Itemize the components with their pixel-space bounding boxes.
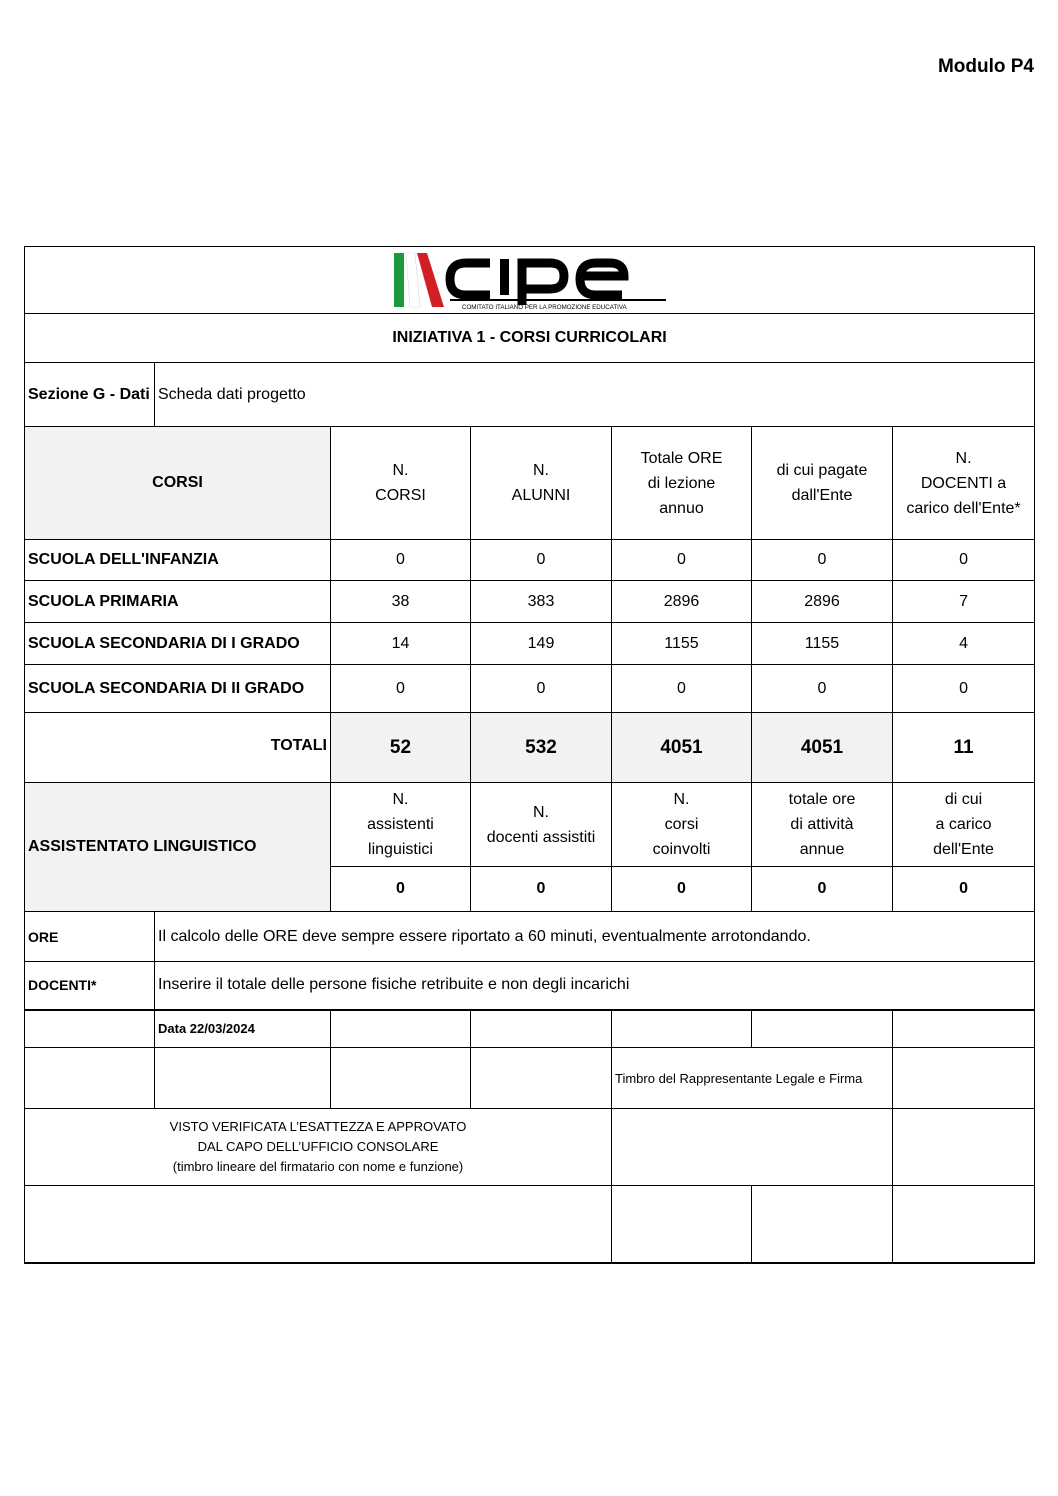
totals-row xyxy=(25,713,1035,783)
footer-blank xyxy=(893,1186,1035,1263)
table-row xyxy=(25,665,1035,713)
visto-line-2: DAL CAPO DELL’UFFICIO CONSOLARE xyxy=(197,1139,439,1154)
total-value: 11 xyxy=(893,713,1035,783)
header-n-corsi: N. CORSI xyxy=(331,427,471,540)
visto-block xyxy=(25,1109,612,1186)
project-data-form xyxy=(24,246,1035,1264)
row-label: SCUOLA SECONDARIA DI I GRADO xyxy=(25,623,331,665)
total-value: 4051 xyxy=(612,713,752,783)
assist-header: N. corsi coinvolti xyxy=(612,783,752,867)
cell-value: 2896 xyxy=(612,581,752,623)
assist-value: 0 xyxy=(752,867,893,912)
footer-blank xyxy=(331,1048,471,1109)
section-label: Sezione G - Dati xyxy=(25,363,155,427)
assist-header: di cui a carico dell'Ente xyxy=(893,783,1035,867)
footer-blank xyxy=(25,1048,155,1109)
table-row xyxy=(25,540,1035,581)
cell-value: 0 xyxy=(752,540,893,581)
initiative-title: INIZIATIVA 1 - CORSI CURRICOLARI xyxy=(25,314,1035,363)
header-totale-ore: Totale ORE di lezione annuo xyxy=(612,427,752,540)
visto-line-1: VISTO VERIFICATA L’ESATTEZZA E APPROVATO xyxy=(169,1119,467,1134)
cell-value: 38 xyxy=(331,581,471,623)
header-pagate-ente: di cui pagate dall'Ente xyxy=(752,427,893,540)
assist-value: 0 xyxy=(612,867,752,912)
assist-header: N. assistenti linguistici xyxy=(331,783,471,867)
footer-blank xyxy=(752,1186,893,1263)
note-label-ore: ORE xyxy=(25,912,155,962)
cell-value: 383 xyxy=(471,581,612,623)
cell-value: 0 xyxy=(471,540,612,581)
cell-value: 2896 xyxy=(752,581,893,623)
table-row xyxy=(25,581,1035,623)
footer-blank xyxy=(752,1010,893,1048)
cipe-logo-icon xyxy=(392,249,668,311)
footer-blank xyxy=(331,1010,471,1048)
cell-value: 0 xyxy=(471,665,612,713)
table-row xyxy=(25,623,1035,665)
row-label: SCUOLA SECONDARIA DI II GRADO xyxy=(25,665,331,713)
cell-value: 0 xyxy=(331,540,471,581)
footer-blank xyxy=(893,1010,1035,1048)
footer-blank xyxy=(893,1048,1035,1109)
header-docenti-ente: N. DOCENTI a carico dell'Ente* xyxy=(893,427,1035,540)
total-value: 532 xyxy=(471,713,612,783)
note-text-ore: Il calcolo delle ORE deve sempre essere riportato a 60 minuti, eventualmente arrotondando. xyxy=(155,912,1035,962)
cell-value: 0 xyxy=(893,665,1035,713)
footer-blank xyxy=(25,1010,155,1048)
footer-blank xyxy=(893,1109,1035,1186)
cell-value: 7 xyxy=(893,581,1035,623)
cell-value: 0 xyxy=(331,665,471,713)
logo-cell xyxy=(25,247,1035,314)
footer-blank xyxy=(471,1010,612,1048)
module-code: Modulo P4 xyxy=(937,56,1034,77)
footer-blank xyxy=(612,1186,752,1263)
total-value: 52 xyxy=(331,713,471,783)
footer-blank xyxy=(612,1010,752,1048)
cell-value: 149 xyxy=(471,623,612,665)
cell-value: 0 xyxy=(612,665,752,713)
assistentato-label: ASSISTENTATO LINGUISTICO xyxy=(25,783,331,912)
assist-header: totale ore di attività annue xyxy=(752,783,893,867)
section-title: Scheda dati progetto xyxy=(155,363,1035,427)
note-text-docenti: Inserire il totale delle persone fisiche retribuite e non degli incarichi xyxy=(155,962,1035,1010)
row-label: SCUOLA PRIMARIA xyxy=(25,581,331,623)
assist-header: N. docenti assistiti xyxy=(471,783,612,867)
header-n-alunni: N. ALUNNI xyxy=(471,427,612,540)
cell-value: 0 xyxy=(752,665,893,713)
assist-value: 0 xyxy=(331,867,471,912)
consular-signature-area xyxy=(25,1186,612,1263)
cell-value: 1155 xyxy=(752,623,893,665)
row-label: SCUOLA DELL'INFANZIA xyxy=(25,540,331,581)
cell-value: 14 xyxy=(331,623,471,665)
header-corsi: CORSI xyxy=(25,427,331,540)
totals-label: TOTALI xyxy=(25,713,331,783)
cell-value: 4 xyxy=(893,623,1035,665)
total-value: 4051 xyxy=(752,713,893,783)
note-label-docenti: DOCENTI* xyxy=(25,962,155,1010)
assist-value: 0 xyxy=(471,867,612,912)
visto-line-3: (timbro lineare del firmatario con nome e funzione) xyxy=(172,1159,464,1174)
cell-value: 0 xyxy=(612,540,752,581)
date-field: Data 22/03/2024 xyxy=(155,1010,331,1048)
cell-value: 1155 xyxy=(612,623,752,665)
stamp-signature-label: Timbro del Rappresentante Legale e Firma xyxy=(612,1048,893,1109)
logo-tagline: COMITATO ITALIANO PER LA PROMOZIONE EDUCATIVA xyxy=(461,304,627,311)
assist-value: 0 xyxy=(893,867,1035,912)
consular-stamp-area xyxy=(612,1109,893,1186)
cell-value: 0 xyxy=(893,540,1035,581)
footer-blank xyxy=(155,1048,331,1109)
footer-blank xyxy=(471,1048,612,1109)
